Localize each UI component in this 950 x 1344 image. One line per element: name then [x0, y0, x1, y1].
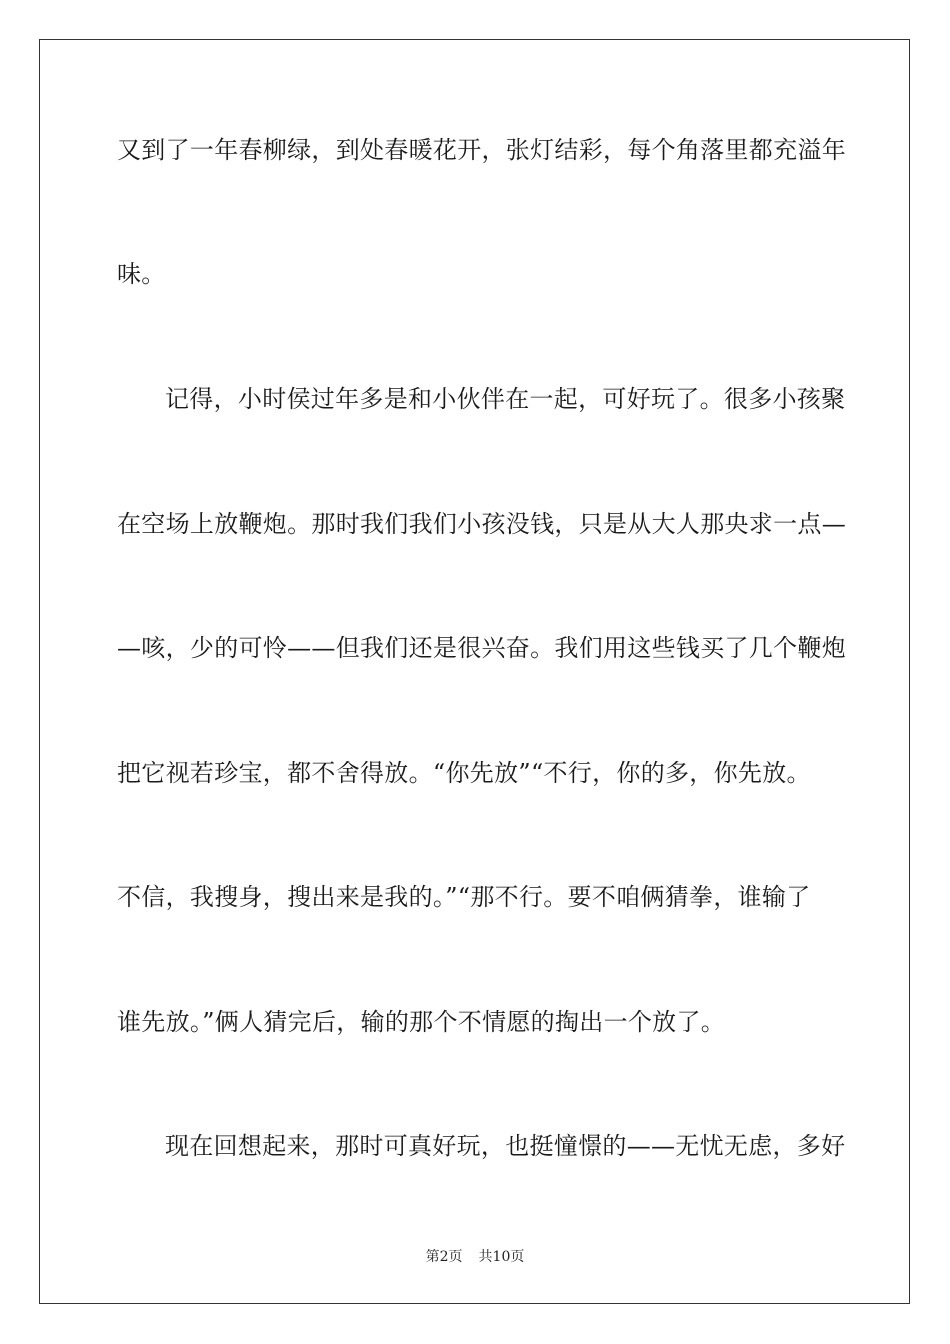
- page-number: 第2页: [425, 1249, 463, 1265]
- text-line: —咳，少的可怜——但我们还是很兴奋。我们用这些钱买了几个鞭炮: [117, 634, 846, 662]
- text-line: 把它视若珍宝，都不舍得放。“你先放”“不行，你的多，你先放。: [117, 759, 811, 787]
- page-border: [39, 39, 910, 1304]
- text-line: 在空场上放鞭炮。那时我们我们小孩没钱，只是从大人那央求一点—: [117, 510, 846, 538]
- text-line: 不信，我搜身，搜出来是我的。”“那不行。要不咱俩猜拳，谁输了: [117, 883, 811, 911]
- text-line: 记得，小时侯过年多是和小伙伴在一起，可好玩了。很多小孩聚: [165, 385, 846, 413]
- text-line: 现在回想起来，那时可真好玩，也挺憧憬的——无忧无虑，多好: [165, 1132, 846, 1160]
- page-total: 共10页: [478, 1249, 525, 1265]
- page-footer: [0, 1248, 950, 1266]
- text-line: 味。: [117, 260, 166, 288]
- text-line: 谁先放。”俩人猜完后，输的那个不情愿的掏出一个放了。: [117, 1008, 726, 1036]
- text-line: 又到了一年春柳绿，到处春暖花开，张灯结彩，每个角落里都充溢年: [117, 136, 846, 164]
